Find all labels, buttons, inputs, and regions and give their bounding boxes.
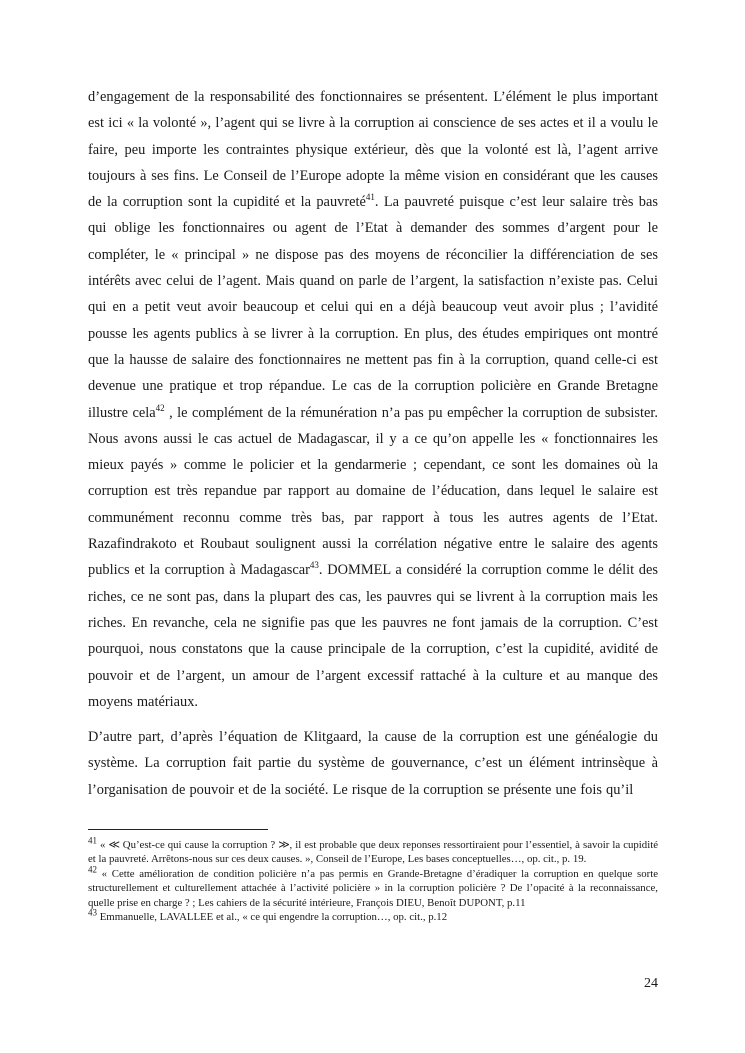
paragraph bbox=[88, 84, 658, 715]
page-number: 24 bbox=[644, 976, 658, 991]
paragraph bbox=[88, 724, 658, 803]
footnotes bbox=[88, 835, 658, 924]
footnote-ref-42[interactable]: 42 bbox=[155, 402, 165, 413]
text-run: D’autre part, d’après l’équation de Klitgaard, la cause de la corruption est une généalogie du système. La corruption fait partie du système de gouvernance, c’est un élément intrinsèque à l’organisation de pouvoir et de la société. Le risque de la corruption se présente une fois qu’il bbox=[88, 729, 658, 798]
text-run: . DOMMEL a considéré la corruption comme le délit des riches, ce ne sont pas, dans la plupart des cas, les pauvres qui se livrent à la corruption mais les riches. En revanche, cela ne signifie pas que les pauvres ne font jamais de la corruption. C’est pourquoi, nous constatons que la cause principale de la corruption, c’est la cupidité, avidité de pouvoir et de l’argent, un amour de l’argent excessif rattaché à la culture et au manque des moyens matériaux. bbox=[88, 562, 658, 710]
text-run: , le complément de la rémunération n’a pas pu empêcher la corruption de subsister. Nous avons aussi le cas actuel de Madagascar, il y a ce qu’on appelle les « fonctionnaires les mieux payés » comme le policier et la gendarmerie ; cependant, ce sont les domaines où la corruption est très repandue par rapport au domaine de l’éducation, dans lequel le salaire est communément reconnu comme très bas, par rapport à tous les autres agents de l’Etat. Razafindrakoto et Roubaut soulignent aussi la corrélation négative entre le salaire des agents publics et la corruption à Madagascar bbox=[88, 404, 658, 579]
footnote-number: 43 bbox=[88, 907, 97, 918]
body-text bbox=[88, 84, 658, 812]
footnote-text: « ≪ Qu’est-ce qui cause la corruption ? ≫, il est probable que deux reponses ressortiraient pour l’essentiel, à savoir la cupidité et la pauvreté. Arrêtons-nous sur ces deux causes. », Conseil de l’Europe, Les bases conceptuelles…, op. cit., p. 19. bbox=[88, 839, 658, 866]
footnote-43 bbox=[88, 907, 658, 924]
footnote-number: 42 bbox=[88, 864, 97, 875]
footnote-42 bbox=[88, 864, 658, 910]
footnote-separator bbox=[88, 829, 268, 830]
text-run: d’engagement de la responsabilité des fonctionnaires se présentent. L’élément le plus important est ici « la volonté », l’agent qui se livre à la corruption ai conscience de ses actes et il a voulu le faire, peu importe les contraintes physique extérieur, dès que la volonté est là, l’agent arrive toujours à ses fins. Le Conseil de l’Europe adopte la même vision en considérant que les causes de la corruption sont la cupidité et la pauvreté bbox=[88, 89, 658, 211]
footnote-41 bbox=[88, 835, 658, 867]
footnote-text: « Cette amélioration de condition policière n’a pas permis en Grande-Bretagne d’éradiquer la corruption en quelque sorte structurellement et culturellement attachée à l’activité policière » in la corruption policière ? De l’opacité à la reconnaissance, quelle prise en charge ? ; Les cahiers de la sécurité intérieure, François DIEU, Benoît DUPONT, p.11 bbox=[88, 867, 658, 909]
footnote-text: Emmanuelle, LAVALLEE et al., « ce qui engendre la corruption…, op. cit., p.12 bbox=[97, 911, 448, 924]
text-run: . La pauvreté puisque c’est leur salaire très bas qui oblige les fonctionnaires ou agent de l’Etat à demander des sommes d’argent pour le compléter, le « principal » ne dispose pas des moyens de réconcilier la différenciation de ses intérêts avec celui de l’agent. Mais quand on parle de l’argent, la satisfaction n’existe pas. Celui qui en a petit veut avoir beaucoup et celui qui en a déjà beaucoup veut avoir plus ; l’avidité pousse les agents publics à se livrer à la corruption. En plus, des études empiriques ont montré que la hausse de salaire des fonctionnaires ne mettent pas fin à la corruption, quand celle-ci est devenue une pratique et trop répandue. Le cas de la corruption policière en Grande Bretagne illustre cela bbox=[88, 194, 658, 421]
footnote-ref-41[interactable]: 41 bbox=[365, 192, 375, 203]
footnote-ref-43[interactable]: 43 bbox=[309, 560, 319, 571]
footnote-number: 41 bbox=[88, 835, 97, 846]
